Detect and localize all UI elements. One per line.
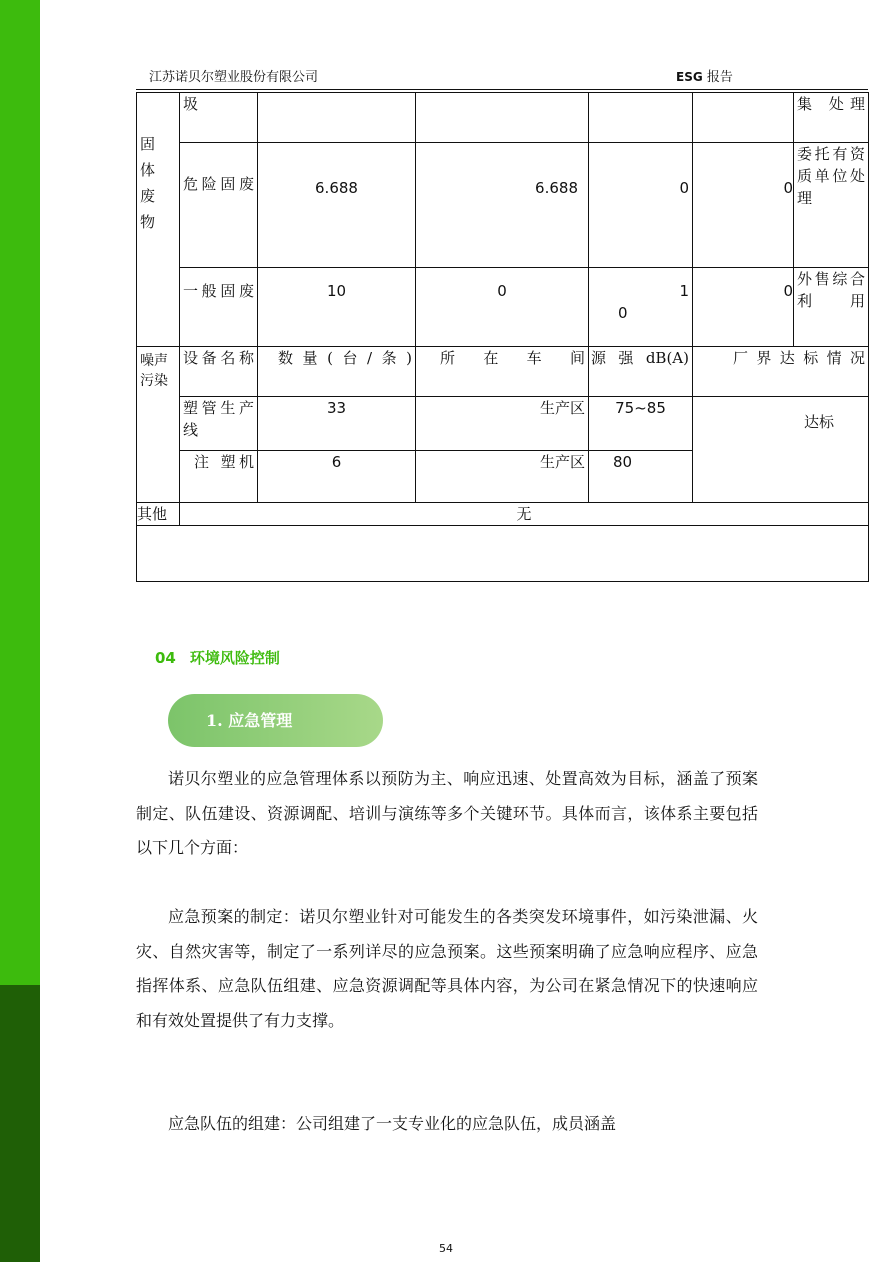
table-row [137, 268, 869, 347]
paragraph: 应急队伍的组建：公司组建了一支专业化的应急队伍，成员涵盖 [168, 1114, 617, 1133]
solid-waste-category: 固体废物 [137, 93, 180, 347]
noise-row-qty: 6 [258, 451, 416, 503]
noise-header-boundary: 厂界达标情况 [693, 347, 869, 397]
cell-hazardous-v3: 0 [589, 143, 693, 268]
other-value: 无 [180, 503, 869, 526]
table-row [137, 347, 869, 397]
cell-general-note: 外售综合利用 [794, 268, 869, 347]
cell-general-v4: 0 [693, 268, 794, 347]
noise-header-location: 所在车间 [416, 347, 589, 397]
paragraph: 诺贝尔塑业的应急管理体系以预防为主、响应迅速、处置高效为目标，涵盖了预案制定、队伍建设、资源调配、培训与演练等多个关键环节。具体而言，该体系主要包括以下几个方面： [136, 769, 758, 857]
header-company: 江苏诺贝尔塑业股份有限公司 [149, 70, 319, 85]
table-empty-row [137, 526, 869, 582]
noise-header-device: 设备名称 [180, 347, 258, 397]
table-cell [589, 93, 693, 143]
noise-category: 噪声污染 [137, 347, 180, 503]
section-title: 环境风险控制 [189, 649, 280, 667]
table-cell [258, 93, 416, 143]
pollution-table [136, 92, 869, 582]
cell-hazardous-v4: 0 [693, 143, 794, 268]
noise-row-location: 生产区 [416, 451, 589, 503]
header-rule [136, 89, 868, 90]
header-report-label: 报告 [702, 70, 733, 85]
header-report-title [676, 66, 733, 85]
table-cell [416, 93, 589, 143]
cell-row1-note: 集 处理 [794, 93, 869, 143]
paragraph: 应急预案的制定：诺贝尔塑业针对可能发生的各类突发环境事件，如污染泄漏、火灾、自然灾害等，制定了一系列详尽的应急预案。这些预案明确了应急响应程序、应急指挥体系、应急队伍组建、应急资源调配等具体内容，为公司在紧急情况下的快速响应和有效处置提供了有力支撑。 [136, 907, 758, 1030]
noise-row-device: 塑管生产线 [180, 397, 258, 451]
sidebar-green-band [0, 0, 40, 985]
cell-hazardous-v1: 6.688 [258, 143, 416, 268]
table-cell [693, 93, 794, 143]
noise-header-qty: 数量(台/条) [258, 347, 416, 397]
cell-hazardous-note: 委托有资质单位处理 [794, 143, 869, 268]
cell-general-v3: 1 0 [589, 268, 693, 347]
cell-hazardous-name: 危险固废 [180, 143, 258, 268]
cell-general-name: 一般固废 [180, 268, 258, 347]
header-esg: ESG [676, 70, 703, 84]
table-row [137, 143, 869, 268]
noise-row-qty: 33 [258, 397, 416, 451]
noise-header-source: 源 强 dB(A) [589, 347, 693, 397]
table-row [137, 93, 869, 143]
cell-general-v2: 0 [416, 268, 589, 347]
noise-result: 达标 [693, 397, 869, 503]
page-number: 54 [439, 1242, 453, 1255]
table-row [137, 397, 869, 451]
table-row [137, 503, 869, 526]
cell-general-v1: 10 [258, 268, 416, 347]
noise-row-source: 75~85 [589, 397, 693, 451]
subsection-pill: 1. 应急管理 [168, 694, 383, 747]
cell-hazardous-v2: 6.688 [416, 143, 589, 268]
sidebar-dark-band [0, 985, 40, 1262]
section-heading [155, 647, 280, 668]
noise-row-location: 生产区 [416, 397, 589, 451]
noise-row-device: 注 塑机 [180, 451, 258, 503]
section-number: 04 [155, 649, 176, 667]
noise-row-source: 80 [589, 451, 693, 503]
table-row [137, 526, 869, 582]
other-label: 其他 [137, 503, 180, 526]
cell-row1-name: 圾 [180, 93, 258, 143]
